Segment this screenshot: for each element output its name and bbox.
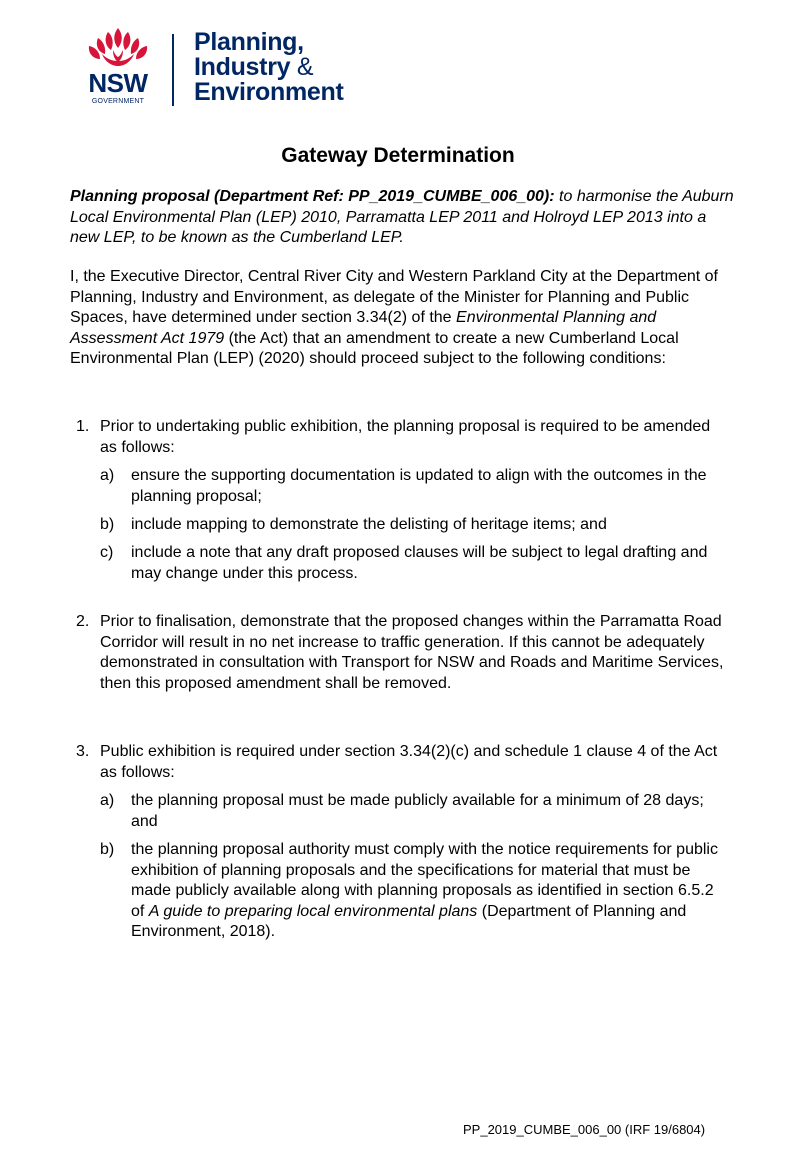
proposal-intro	[70, 187, 740, 249]
page-title: Gateway Determination	[281, 144, 515, 167]
dept-line-2	[194, 55, 370, 80]
determination-text-1: I, the Executive Director, Central River City and Western Parkland City at the Department of Planning, Industry and Environment, as delegate of the Minister for Planning and Public Spaces, have determined under section 3.34(2) of the	[70, 268, 718, 326]
sub-label: a)	[100, 467, 115, 484]
proposal-ref: Planning proposal (Department Ref: PP_2019_CUMBE_006_00):	[70, 188, 555, 205]
determination-paragraph	[70, 267, 740, 370]
dept-line-1: Planning,	[194, 28, 304, 56]
government-subtext: GOVERNMENT	[91, 98, 145, 105]
dept-ampersand: &	[296, 53, 314, 81]
sub-label: a)	[100, 792, 115, 809]
logo-divider	[172, 34, 174, 106]
condition-text: Prior to finalisation, demonstrate that the proposed changes within the Parramatta Road Corridor will result in no net increase to traffic generation. If this cannot be adequately demonstrated in consultation with Transport for NSW and Roads and Maritime Services, then this proposed amendment shall be removed.	[100, 613, 724, 692]
document-reference-footer: PP_2019_CUMBE_006_00 (IRF 19/6804)	[463, 1122, 706, 1137]
sub-text: the planning proposal must be made publicly available for a minimum of 28 days; and	[131, 792, 704, 830]
sub-text: ensure the supporting documentation is updated to align with the outcomes in the planning proposal;	[131, 467, 707, 505]
sub-text	[131, 840, 731, 943]
sub-text-part-1: the planning proposal authority must comply with the notice requirements for public exhibition of planning proposals and the specifications for material that must be made publicly available along with planning proposals as identified in section 6.5.2 of	[131, 841, 718, 920]
condition-number: 1.	[76, 418, 90, 435]
department-name	[194, 30, 370, 105]
guide-title: A guide to preparing local environmental plans	[148, 902, 478, 920]
sub-text: include mapping to demonstrate the delisting of heritage items; and	[131, 516, 607, 533]
condition-text: Public exhibition is required under section 3.34(2)(c) and schedule 1 clause 4 of the Act as follows:	[100, 743, 718, 781]
determination-text-2: (the Act) that an amendment to create a new Cumberland Local Environmental Plan (LEP) (2020) should proceed subject to the following conditions:	[70, 329, 679, 367]
act-name: Environmental Planning and Assessment Act 1979	[70, 309, 657, 347]
sub-label: b)	[100, 516, 115, 533]
sub-text: include a note that any draft proposed clauses will be subject to legal drafting and may change under this process.	[131, 544, 708, 582]
condition-text: Prior to undertaking public exhibition, the planning proposal is required to be amended as follows:	[100, 418, 711, 456]
dept-line-3: Environment	[194, 78, 344, 106]
proposal-description: to harmonise the Auburn Local Environmental Plan (LEP) 2010, Parramatta LEP 2011 and Holroyd LEP 2013 into a new LEP, to be known as the Cumberland LEP.	[70, 188, 734, 246]
nsw-wordmark: NSW	[88, 68, 148, 98]
sub-label: c)	[100, 544, 114, 561]
sub-text-part-2: (Department of Planning and Environment, 2018).	[131, 902, 687, 940]
condition-number: 3.	[76, 743, 90, 760]
sub-label: b)	[100, 841, 115, 858]
condition-number: 2.	[76, 613, 90, 630]
nsw-planning-logo	[80, 26, 370, 108]
dept-industry: Industry	[194, 53, 291, 81]
